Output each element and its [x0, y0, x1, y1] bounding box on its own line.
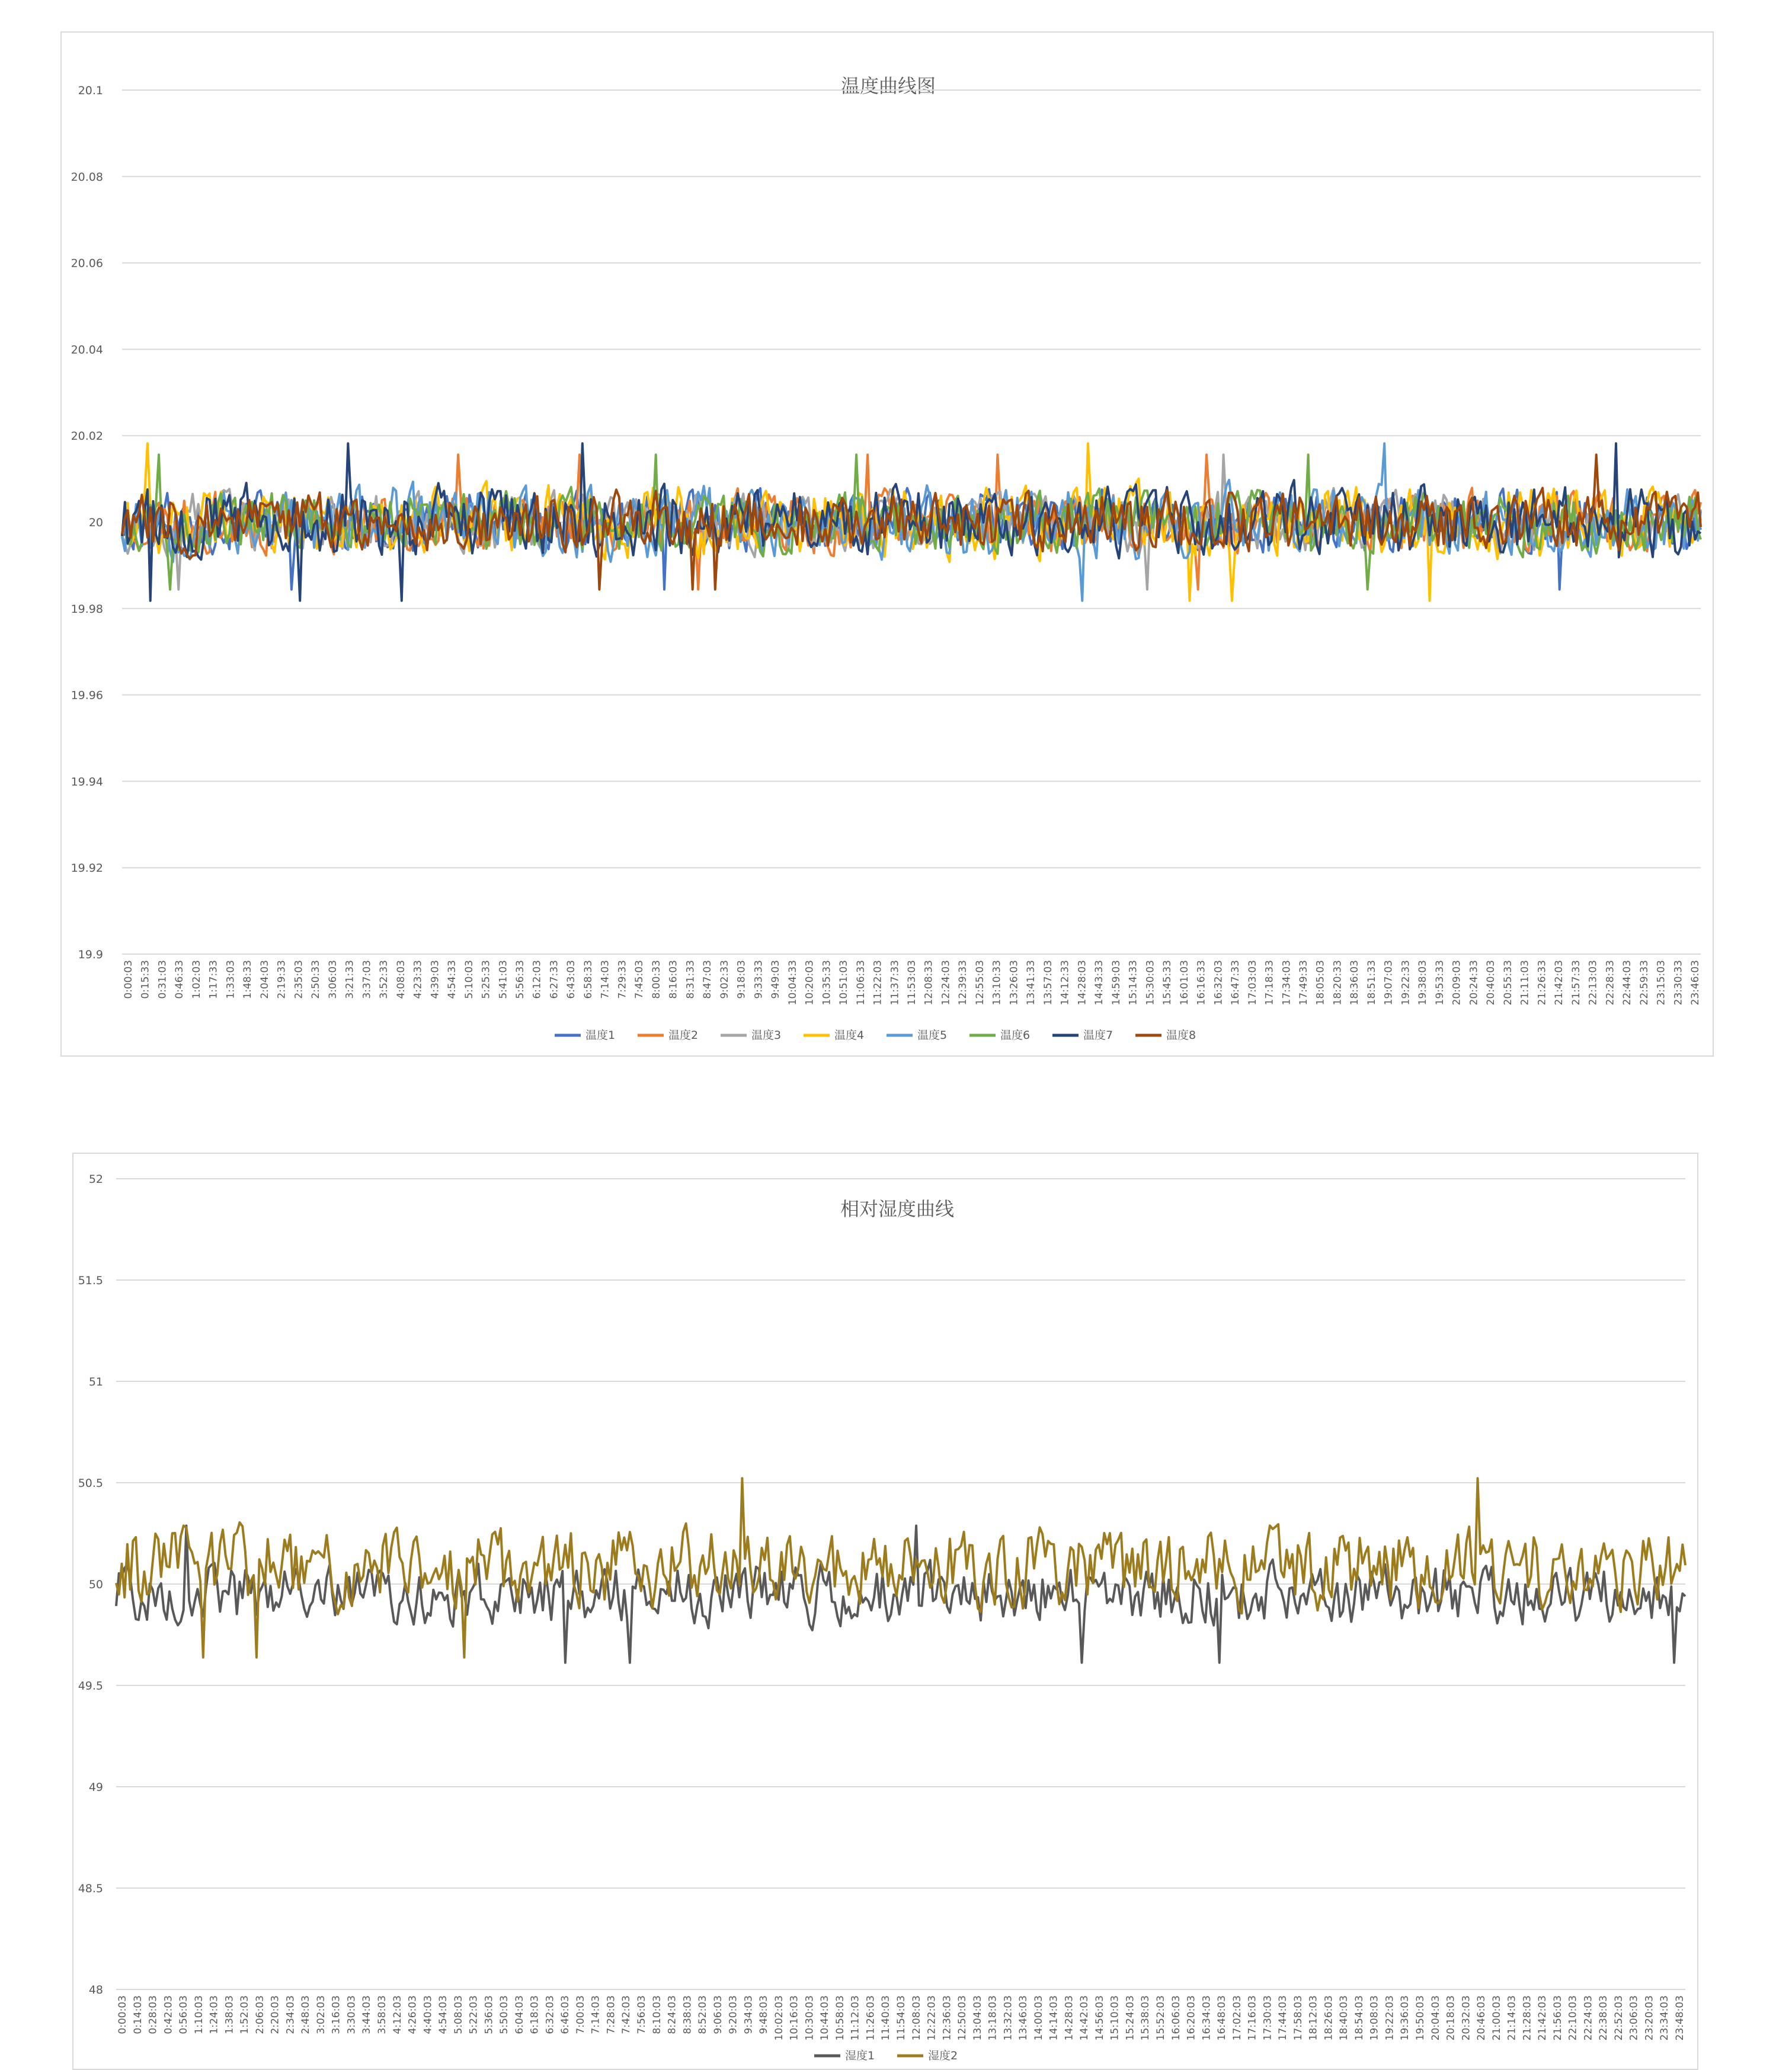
- x-tick-label: 0:14:03: [132, 1995, 144, 2034]
- y-tick-label: 48.5: [78, 1882, 103, 1895]
- x-tick-label: 11:54:03: [895, 1995, 907, 2041]
- x-tick-label: 10:30:03: [804, 1995, 816, 2041]
- x-tick-label: 17:02:03: [1231, 1995, 1243, 2041]
- x-tick-label: 9:33:33: [753, 960, 765, 999]
- x-tick-label: 8:24:03: [666, 1995, 679, 2034]
- x-tick-label: 16:34:03: [1201, 1995, 1213, 2041]
- x-tick-label: 19:08:03: [1368, 1995, 1381, 2041]
- x-tick-label: 5:25:33: [480, 960, 492, 999]
- x-tick-label: 3:37:03: [361, 960, 373, 999]
- x-tick-label: 22:38:03: [1598, 1995, 1610, 2041]
- x-tick-label: 11:40:03: [880, 1995, 892, 2041]
- x-tick-label: 2:06:03: [254, 1995, 266, 2034]
- x-tick-label: 0:56:03: [178, 1995, 190, 2034]
- x-tick-label: 8:00:33: [650, 960, 663, 999]
- y-tick-label: 19.9: [78, 948, 103, 961]
- x-tick-label: 8:52:03: [697, 1995, 709, 2034]
- x-tick-label: 21:42:03: [1553, 960, 1566, 1006]
- x-tick-label: 4:40:03: [422, 1995, 434, 2034]
- y-tick-label: 48: [88, 1983, 103, 1997]
- x-tick-label: 3:06:03: [327, 960, 339, 999]
- x-tick-label: 0:31:03: [156, 960, 169, 999]
- x-tick-label: 13:32:03: [1002, 1995, 1015, 2041]
- x-tick-label: 0:46:33: [174, 960, 186, 999]
- x-tick-label: 19:36:03: [1399, 1995, 1412, 2041]
- x-tick-label: 9:34:03: [743, 1995, 755, 2034]
- x-tick-label: 10:58:03: [834, 1995, 846, 2041]
- x-tick-label: 23:30:33: [1672, 960, 1685, 1006]
- x-tick-label: 9:49:03: [770, 960, 782, 999]
- x-tick-label: 17:18:33: [1263, 960, 1276, 1006]
- x-tick-label: 16:01:03: [1178, 960, 1191, 1006]
- x-tick-label: 3:21:33: [344, 960, 356, 999]
- x-tick-label: 20:24:33: [1468, 960, 1480, 1006]
- chart-title: 相对湿度曲线: [840, 1198, 955, 1220]
- x-tick-label: 3:30:03: [345, 1995, 358, 2034]
- y-tick-label: 19.92: [71, 862, 103, 875]
- x-tick-label: 21:28:03: [1521, 1995, 1534, 2041]
- x-tick-label: 20:18:03: [1445, 1995, 1457, 2041]
- legend-label: 温度8: [1166, 1029, 1196, 1042]
- x-tick-label: 6:18:03: [529, 1995, 541, 2034]
- x-tick-label: 14:00:03: [1032, 1995, 1045, 2041]
- x-tick-label: 20:04:03: [1429, 1995, 1442, 2041]
- x-tick-label: 6:46:03: [559, 1995, 572, 2034]
- y-tick-label: 19.94: [71, 775, 103, 789]
- x-tick-label: 1:48:33: [242, 960, 254, 999]
- legend-item: [804, 1029, 864, 1042]
- x-tick-label: 2:35:03: [293, 960, 305, 999]
- x-tick-label: 11:26:03: [865, 1995, 877, 2041]
- legend-label: 温度3: [751, 1029, 782, 1042]
- x-tick-label: 17:44:03: [1277, 1995, 1289, 2041]
- x-tick-label: 16:32:03: [1212, 960, 1225, 1006]
- x-tick-label: 12:39:33: [957, 960, 969, 1006]
- x-tick-label: 9:18:03: [735, 960, 748, 999]
- x-tick-label: 13:18:03: [987, 1995, 999, 2041]
- x-tick-label: 14:28:03: [1076, 960, 1089, 1006]
- x-tick-label: 1:33:03: [225, 960, 237, 999]
- y-tick-label: 49.5: [78, 1679, 103, 1693]
- x-tick-label: 9:48:03: [758, 1995, 770, 2034]
- x-tick-label: 18:51:33: [1365, 960, 1378, 1006]
- x-tick-label: 17:30:03: [1262, 1995, 1274, 2041]
- legend-item: [969, 1029, 1030, 1042]
- x-tick-label: 10:20:03: [804, 960, 816, 1006]
- legend-item: [555, 1029, 615, 1042]
- x-tick-label: 7:00:03: [574, 1995, 587, 2034]
- y-tick-label: 20: [88, 516, 103, 529]
- legend-label: 温度2: [668, 1029, 699, 1042]
- y-tick-label: 20.04: [71, 343, 103, 357]
- x-tick-label: 11:53:03: [906, 960, 918, 1006]
- x-tick-label: 20:46:03: [1476, 1995, 1488, 2041]
- x-tick-label: 15:30:03: [1144, 960, 1157, 1006]
- legend-label: 温度4: [834, 1029, 865, 1042]
- humidity-chart-svg: [73, 1154, 1697, 2069]
- x-tick-label: 19:53:33: [1433, 960, 1446, 1006]
- x-tick-label: 23:46:03: [1689, 960, 1701, 1006]
- x-tick-label: 11:22:03: [872, 960, 884, 1006]
- y-tick-label: 19.96: [71, 689, 103, 702]
- x-tick-label: 14:42:03: [1079, 1995, 1091, 2041]
- x-tick-label: 21:42:03: [1537, 1995, 1549, 2041]
- x-tick-label: 14:56:03: [1093, 1995, 1106, 2041]
- x-tick-label: 14:14:03: [1048, 1995, 1060, 2041]
- x-tick-label: 17:49:33: [1298, 960, 1310, 1006]
- x-tick-label: 7:14:03: [599, 960, 612, 999]
- x-tick-label: 12:08:03: [910, 1995, 923, 2041]
- x-tick-label: 14:59:03: [1110, 960, 1122, 1006]
- temperature-chart: [60, 31, 1714, 1057]
- x-tick-label: 5:41:03: [497, 960, 510, 999]
- x-tick-label: 1:38:03: [223, 1995, 236, 2034]
- x-tick-label: 10:16:03: [788, 1995, 801, 2041]
- legend-item: [1052, 1029, 1113, 1042]
- x-tick-label: 8:16:03: [667, 960, 680, 999]
- x-tick-label: 20:09:03: [1451, 960, 1463, 1006]
- x-tick-label: 0:15:33: [139, 960, 152, 999]
- x-tick-label: 0:28:03: [147, 1995, 159, 2034]
- x-tick-label: 6:32:03: [544, 1995, 556, 2034]
- x-tick-label: 1:17:33: [207, 960, 220, 999]
- x-tick-label: 4:26:03: [407, 1995, 419, 2034]
- x-tick-label: 14:12:33: [1059, 960, 1071, 1006]
- x-tick-label: 7:14:03: [590, 1995, 602, 2034]
- x-tick-label: 21:11:03: [1519, 960, 1531, 1006]
- x-tick-label: 6:58:33: [582, 960, 594, 999]
- y-tick-label: 51: [88, 1375, 103, 1388]
- x-tick-label: 2:50:33: [310, 960, 322, 999]
- x-tick-label: 5:50:03: [498, 1995, 511, 2034]
- x-tick-label: 23:34:03: [1659, 1995, 1671, 2041]
- x-tick-label: 9:20:03: [727, 1995, 740, 2034]
- legend-item: [638, 1029, 698, 1042]
- x-tick-label: 8:31:33: [684, 960, 697, 999]
- series-line: [116, 1526, 1685, 1663]
- y-tick-label: 20.08: [71, 170, 103, 184]
- x-tick-label: 4:54:03: [437, 1995, 450, 2034]
- x-tick-label: 18:20:33: [1332, 960, 1344, 1006]
- x-tick-label: 10:35:33: [821, 960, 833, 1006]
- x-tick-label: 18:36:03: [1349, 960, 1361, 1006]
- legend-item: [887, 1029, 947, 1042]
- x-tick-label: 12:08:33: [923, 960, 935, 1006]
- x-tick-label: 4:08:03: [395, 960, 407, 999]
- x-tick-label: 4:39:03: [429, 960, 441, 999]
- x-tick-label: 5:10:03: [463, 960, 475, 999]
- legend-item: [721, 1029, 781, 1042]
- x-tick-label: 2:48:03: [300, 1995, 312, 2034]
- x-tick-label: 10:44:03: [819, 1995, 831, 2041]
- x-tick-label: 21:56:03: [1551, 1995, 1564, 2041]
- x-tick-label: 1:10:03: [193, 1995, 205, 2034]
- x-tick-label: 5:56:33: [514, 960, 526, 999]
- x-tick-label: 21:14:03: [1506, 1995, 1518, 2041]
- x-tick-label: 19:22:33: [1400, 960, 1412, 1006]
- x-tick-label: 17:16:03: [1246, 1995, 1259, 2041]
- x-tick-label: 5:36:03: [483, 1995, 495, 2034]
- x-tick-label: 6:04:03: [513, 1995, 526, 2034]
- x-tick-label: 10:02:03: [773, 1995, 785, 2041]
- y-tick-label: 50.5: [78, 1477, 103, 1490]
- x-tick-label: 20:40:03: [1485, 960, 1497, 1006]
- x-tick-label: 11:37:33: [889, 960, 901, 1006]
- legend-label: 温度1: [585, 1029, 616, 1042]
- y-tick-label: 20.06: [71, 257, 103, 270]
- x-tick-label: 14:43:33: [1093, 960, 1106, 1006]
- y-tick-label: 52: [88, 1173, 103, 1186]
- x-tick-label: 15:10:03: [1109, 1995, 1121, 2041]
- x-tick-label: 12:22:03: [926, 1995, 938, 2041]
- x-tick-label: 13:41:33: [1025, 960, 1038, 1006]
- x-tick-label: 0:42:03: [162, 1995, 175, 2034]
- x-tick-label: 14:28:03: [1063, 1995, 1076, 2041]
- y-tick-label: 51.5: [78, 1274, 103, 1287]
- x-tick-label: 19:38:03: [1417, 960, 1429, 1006]
- y-tick-label: 50: [88, 1578, 103, 1591]
- humidity-chart: [72, 1153, 1698, 2070]
- x-tick-label: 11:12:03: [849, 1995, 862, 2041]
- legend-label: 湿度1: [845, 2049, 875, 2062]
- x-tick-label: 16:20:03: [1185, 1995, 1198, 2041]
- x-tick-label: 23:06:03: [1628, 1995, 1640, 2041]
- x-tick-label: 23:48:03: [1674, 1995, 1686, 2041]
- x-tick-label: 9:06:03: [712, 1995, 724, 2034]
- x-tick-label: 18:40:03: [1338, 1995, 1351, 2041]
- legend-label: 温度5: [917, 1029, 948, 1042]
- x-tick-label: 22:59:33: [1638, 960, 1650, 1006]
- x-tick-label: 19:07:03: [1383, 960, 1395, 1006]
- x-tick-label: 16:16:33: [1195, 960, 1208, 1006]
- chart-title: 温度曲线图: [840, 75, 936, 97]
- x-tick-label: 15:14:33: [1127, 960, 1140, 1006]
- x-tick-label: 2:34:03: [284, 1995, 297, 2034]
- x-tick-label: 7:42:03: [620, 1995, 633, 2034]
- x-tick-label: 15:24:03: [1124, 1995, 1137, 2041]
- x-tick-label: 22:28:33: [1604, 960, 1617, 1006]
- x-tick-label: 16:48:03: [1216, 1995, 1228, 2041]
- x-tick-label: 0:00:03: [123, 960, 135, 999]
- x-tick-label: 13:04:03: [971, 1995, 984, 2041]
- x-tick-label: 10:51:03: [838, 960, 850, 1006]
- x-tick-label: 20:32:03: [1460, 1995, 1473, 2041]
- legend-item: [814, 2049, 875, 2062]
- x-tick-label: 2:19:33: [276, 960, 288, 999]
- series-line: [116, 1479, 1685, 1658]
- x-tick-label: 3:16:03: [330, 1995, 343, 2034]
- x-tick-label: 9:02:33: [718, 960, 731, 999]
- x-tick-label: 20:55:33: [1502, 960, 1514, 1006]
- x-tick-label: 21:26:33: [1536, 960, 1548, 1006]
- x-tick-label: 18:54:03: [1353, 1995, 1365, 2041]
- x-tick-label: 5:22:03: [468, 1995, 480, 2034]
- x-tick-label: 22:24:03: [1582, 1995, 1595, 2041]
- y-tick-label: 20.02: [71, 430, 103, 443]
- x-tick-label: 21:57:33: [1570, 960, 1582, 1006]
- x-tick-label: 16:06:03: [1170, 1995, 1182, 2041]
- x-tick-label: 6:43:03: [565, 960, 578, 999]
- x-tick-label: 22:13:03: [1587, 960, 1599, 1006]
- x-tick-label: 23:15:03: [1655, 960, 1668, 1006]
- x-tick-label: 2:20:03: [269, 1995, 281, 2034]
- x-tick-label: 11:06:33: [855, 960, 867, 1006]
- x-tick-label: 13:57:03: [1042, 960, 1054, 1006]
- x-tick-label: 7:56:03: [636, 1995, 648, 2034]
- x-tick-label: 6:12:03: [531, 960, 543, 999]
- x-tick-label: 23:20:03: [1643, 1995, 1656, 2041]
- x-tick-label: 4:23:33: [412, 960, 424, 999]
- legend-label: 湿度2: [928, 2049, 958, 2062]
- x-tick-label: 3:44:03: [361, 1995, 373, 2034]
- x-tick-label: 19:22:03: [1384, 1995, 1396, 2041]
- x-tick-label: 0:00:03: [117, 1995, 129, 2034]
- x-tick-label: 1:02:03: [190, 960, 203, 999]
- x-tick-label: 7:45:03: [633, 960, 646, 999]
- x-tick-label: 22:52:03: [1612, 1995, 1625, 2041]
- x-tick-label: 22:10:03: [1567, 1995, 1579, 2041]
- y-tick-label: 20.1: [78, 84, 103, 97]
- x-tick-label: 3:52:33: [378, 960, 391, 999]
- x-tick-label: 7:28:03: [605, 1995, 617, 2034]
- x-tick-label: 1:52:03: [239, 1995, 251, 2034]
- legend-item: [1135, 1029, 1196, 1042]
- legend-label: 温度7: [1083, 1029, 1113, 1042]
- x-tick-label: 21:00:03: [1490, 1995, 1503, 2041]
- x-tick-label: 7:29:33: [616, 960, 629, 999]
- x-tick-label: 15:52:03: [1155, 1995, 1167, 2041]
- y-tick-label: 19.98: [71, 602, 103, 616]
- legend-label: 温度6: [1000, 1029, 1031, 1042]
- x-tick-label: 15:45:33: [1161, 960, 1174, 1006]
- x-tick-label: 18:12:03: [1307, 1995, 1320, 2041]
- x-tick-label: 10:04:33: [786, 960, 799, 1006]
- x-tick-label: 22:44:03: [1621, 960, 1634, 1006]
- y-tick-label: 49: [88, 1781, 103, 1794]
- x-tick-label: 6:27:33: [548, 960, 561, 999]
- x-tick-label: 4:54:33: [446, 960, 459, 999]
- x-tick-label: 17:03:03: [1246, 960, 1259, 1006]
- x-tick-label: 12:50:03: [956, 1995, 969, 2041]
- x-tick-label: 5:08:03: [452, 1995, 465, 2034]
- x-tick-label: 19:50:03: [1415, 1995, 1426, 2041]
- x-tick-label: 16:47:33: [1230, 960, 1242, 1006]
- x-tick-label: 13:10:33: [991, 960, 1003, 1006]
- x-tick-label: 13:46:03: [1017, 1995, 1030, 2041]
- x-tick-label: 3:02:03: [315, 1995, 327, 2034]
- legend-item: [897, 2049, 958, 2062]
- x-tick-label: 4:12:03: [391, 1995, 404, 2034]
- x-tick-label: 15:38:03: [1140, 1995, 1152, 2041]
- x-tick-label: 8:38:03: [681, 1995, 694, 2034]
- x-tick-label: 2:04:03: [258, 960, 271, 999]
- x-tick-label: 12:36:03: [941, 1995, 953, 2041]
- temperature-chart-svg: [62, 33, 1713, 1055]
- x-tick-label: 1:24:03: [208, 1995, 220, 2034]
- x-tick-label: 17:58:03: [1292, 1995, 1304, 2041]
- x-tick-label: 13:26:03: [1008, 960, 1020, 1006]
- x-tick-label: 8:47:03: [702, 960, 714, 999]
- x-tick-label: 18:05:03: [1314, 960, 1327, 1006]
- x-tick-label: 12:55:03: [974, 960, 986, 1006]
- x-tick-label: 8:10:03: [651, 1995, 663, 2034]
- x-tick-label: 3:58:03: [376, 1995, 388, 2034]
- x-tick-label: 17:34:03: [1281, 960, 1293, 1006]
- x-tick-label: 18:26:03: [1323, 1995, 1335, 2041]
- x-tick-label: 12:24:03: [940, 960, 952, 1006]
